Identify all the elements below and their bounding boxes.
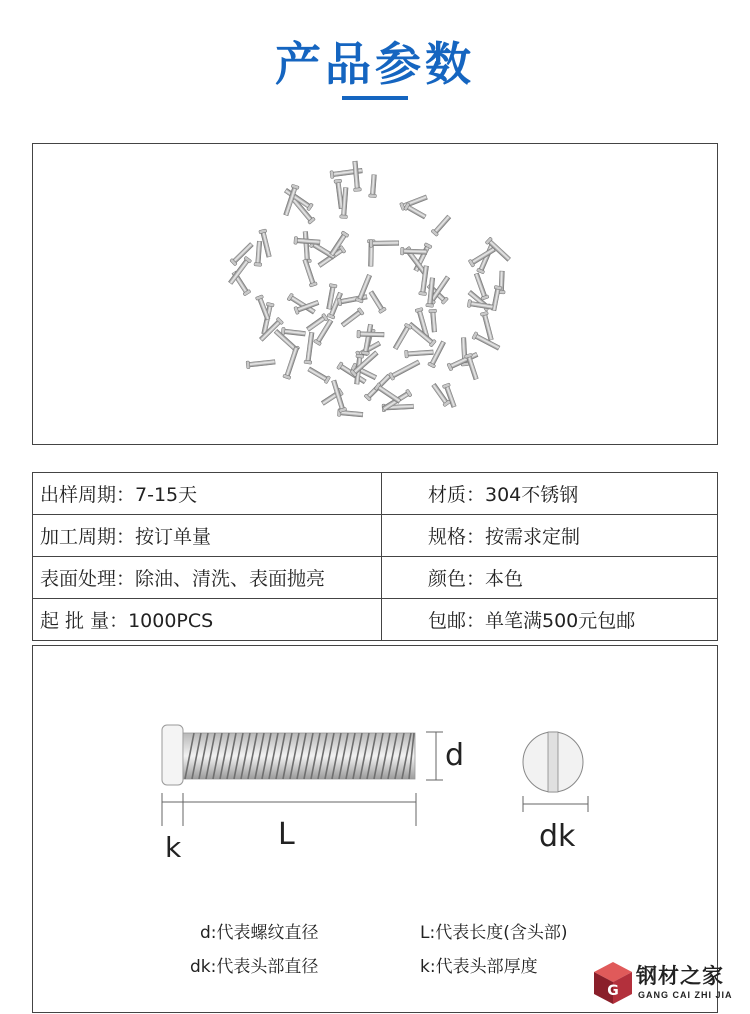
screw-piece xyxy=(307,366,331,384)
screw-piece xyxy=(246,358,275,369)
screw-piece xyxy=(302,231,312,262)
screw-piece xyxy=(258,317,283,342)
spec-row xyxy=(33,557,718,599)
page-title-wrap xyxy=(0,34,750,94)
screw-piece xyxy=(340,307,364,328)
spec-row xyxy=(33,599,718,641)
screw-piece xyxy=(351,161,361,192)
brand-name: 钢材之家 xyxy=(636,964,724,988)
screw-piece xyxy=(301,258,317,287)
spec-sample-cycle: 出样周期：7-15天 xyxy=(33,473,382,515)
spec-processing-cycle: 加工周期：按订单量 xyxy=(33,515,382,557)
spec-material: 材质：304不锈钢 xyxy=(382,473,718,515)
screw-piece xyxy=(404,202,427,220)
legend-L: L:代表长度(含头部) xyxy=(420,923,568,943)
screw-piece xyxy=(374,383,402,405)
screw-piece xyxy=(472,332,501,352)
spec-free-shipping: 包邮：单笔满500元包邮 xyxy=(382,599,718,641)
spec-row xyxy=(33,515,718,557)
screw-piece xyxy=(431,214,452,236)
label-dk: dk xyxy=(539,819,576,854)
page-title: 产品参数 xyxy=(275,37,475,91)
spec-table xyxy=(32,472,718,641)
screw-piece xyxy=(368,290,387,314)
spec-surface-treatment: 表面处理：除油、清洗、表面抛亮 xyxy=(33,557,382,599)
screw-piece xyxy=(361,324,374,355)
svg-text:G: G xyxy=(607,983,619,999)
screw-piece xyxy=(369,175,378,198)
spec-row xyxy=(33,473,718,515)
spec-moq: 起 批 量：1000PCS xyxy=(33,599,382,641)
legend-dk: dk:代表头部直径 xyxy=(190,957,319,977)
screw-piece xyxy=(231,270,251,296)
spec-size: 规格：按需求定制 xyxy=(382,515,718,557)
screw-head xyxy=(162,725,183,785)
legend-d: d:代表螺纹直径 xyxy=(200,923,319,943)
screw-piece xyxy=(304,332,316,364)
label-L: L xyxy=(278,817,295,852)
screw-piece xyxy=(480,311,495,341)
title-underline xyxy=(342,96,408,100)
brand-subtitle: GANG CAI ZHI JIA xyxy=(638,990,733,1000)
label-d: d xyxy=(445,738,465,773)
screw-piece xyxy=(405,348,434,358)
screws-illustration xyxy=(33,144,718,445)
screw-piece xyxy=(283,346,300,379)
screw-piece xyxy=(429,309,438,332)
spec-color: 颜色：本色 xyxy=(382,557,718,599)
screw-piece xyxy=(254,241,263,266)
label-k: k xyxy=(165,831,182,864)
product-photo xyxy=(32,143,718,445)
screw-piece xyxy=(392,323,412,351)
brand-logo xyxy=(590,958,746,1010)
screw-piece xyxy=(388,359,420,381)
screw-slot xyxy=(548,732,558,792)
cube-logo-icon xyxy=(592,960,634,1006)
legend-k: k:代表头部厚度 xyxy=(420,957,538,977)
